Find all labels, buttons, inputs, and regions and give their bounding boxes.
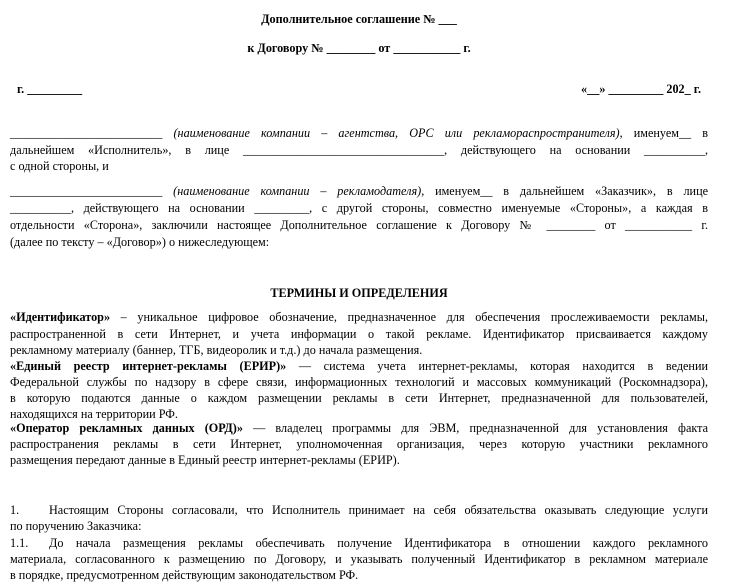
preamble-p1-line3: с одной стороны, и bbox=[10, 159, 109, 173]
preamble-p2-line1-end: , именуем__ в дальнейшем «Заказчик», в лице bbox=[421, 184, 708, 198]
term-ord-line1 bbox=[10, 421, 708, 436]
term-identifier: «Идентификатор» bbox=[10, 310, 111, 324]
preamble-p2-line1 bbox=[10, 184, 708, 199]
term-ord-line2: распространения рекламы в сети Интернет, уполномоченная организация, через которую участники рекламного bbox=[10, 437, 708, 451]
executor-name-blank: _________________________ bbox=[10, 126, 163, 140]
term-erir: «Единый реестр интернет-рекламы (ЕРИР)» bbox=[10, 359, 287, 373]
customer-name-blank: _________________________ bbox=[10, 184, 163, 198]
term-ord-line3: размещения передают данные в Единый реестр интернет-рекламы (ЕРИР). bbox=[10, 453, 400, 467]
clause-1-1-line3: в порядке, предусмотренном действующим законодательством РФ. bbox=[10, 568, 359, 582]
agreement-title: Дополнительное соглашение № ___ bbox=[261, 12, 457, 26]
executor-name-hint: (наименование компании – агентства, ОРС или рекламораспространителя) bbox=[173, 126, 620, 140]
clause-1-1-number: 1.1. bbox=[10, 536, 29, 550]
agreement-subtitle: к Договору № ________ от ___________ г. bbox=[247, 41, 471, 55]
customer-name-hint: (наименование компании – рекламодателя) bbox=[173, 184, 422, 198]
term-erir-line3: в которую подаются данные о каждом размещении рекламы в сети Интернет, предназначенной для пользователей, bbox=[10, 391, 708, 405]
clause-1-1-line2: материала, согласованного к размещению по Договору, и указывать полученный Идентификатор в рекламном материале bbox=[10, 552, 708, 566]
preamble-p2-line3: отдельности «Сторона», заключили настоящее Дополнительное соглашение к Договору № ________ от ___________ г. bbox=[10, 218, 708, 232]
clause-1-line1: Настоящим Стороны согласовали, что Исполнитель принимает на себя обязательства оказывать следующие услуги bbox=[49, 503, 708, 517]
preamble-p2-line2: __________, действующего на основании _________, с другой стороны, совместно именуемые «Стороны», а каждая в bbox=[10, 201, 708, 215]
preamble-p2-line4: (далее по тексту – «Договор») о нижеследующем: bbox=[10, 235, 270, 249]
term-identifier-def: – уникальное цифровое обозначение, предназначенное для обеспечения прослеживаемости рекламы, bbox=[110, 310, 708, 324]
term-erir-line2: Федеральной службы по надзору в сфере связи, информационных технологий и массовых коммуникаций (Роскомнадзора), bbox=[10, 375, 708, 389]
preamble-p1-line1-end: , именуем__ в bbox=[619, 126, 708, 140]
term-erir-line4: находящихся на территории РФ. bbox=[10, 407, 178, 421]
preamble-p1-line2: дальнейшем «Исполнитель», в лице _________________________________, действующего на основании __________, bbox=[10, 143, 708, 157]
terms-heading: ТЕРМИНЫ И ОПРЕДЕЛЕНИЯ bbox=[270, 286, 448, 300]
term-ord: «Оператор рекламных данных (ОРД)» bbox=[10, 421, 243, 435]
date-field: «__» _________ 202_ г. bbox=[581, 82, 701, 96]
term-identifier-line1 bbox=[10, 310, 708, 325]
clause-1-number: 1. bbox=[10, 503, 20, 517]
term-ord-def: — владелец программы для ЭВМ, предназначенной для установления факта bbox=[242, 421, 708, 435]
preamble-p1-line1 bbox=[10, 126, 708, 141]
term-identifier-line3: рекламному материалу (баннер, ТГБ, видеоролик и т.д.) до начала размещения. bbox=[10, 343, 423, 357]
clause-1-1-line1: До начала размещения рекламы обеспечивать получение Идентификатора в отношении каждого рекламного bbox=[49, 536, 708, 550]
clause-1-line2: по поручению Заказчика: bbox=[10, 519, 142, 533]
term-erir-line1 bbox=[10, 359, 708, 374]
city-field: г. _________ bbox=[17, 82, 83, 96]
term-erir-def: — система учета интернет-рекламы, которая находится в ведении bbox=[286, 359, 709, 373]
term-identifier-line2: распространенной в сети Интернет, и учета информации о такой рекламе. Идентификатор присваивается каждому bbox=[10, 327, 708, 341]
